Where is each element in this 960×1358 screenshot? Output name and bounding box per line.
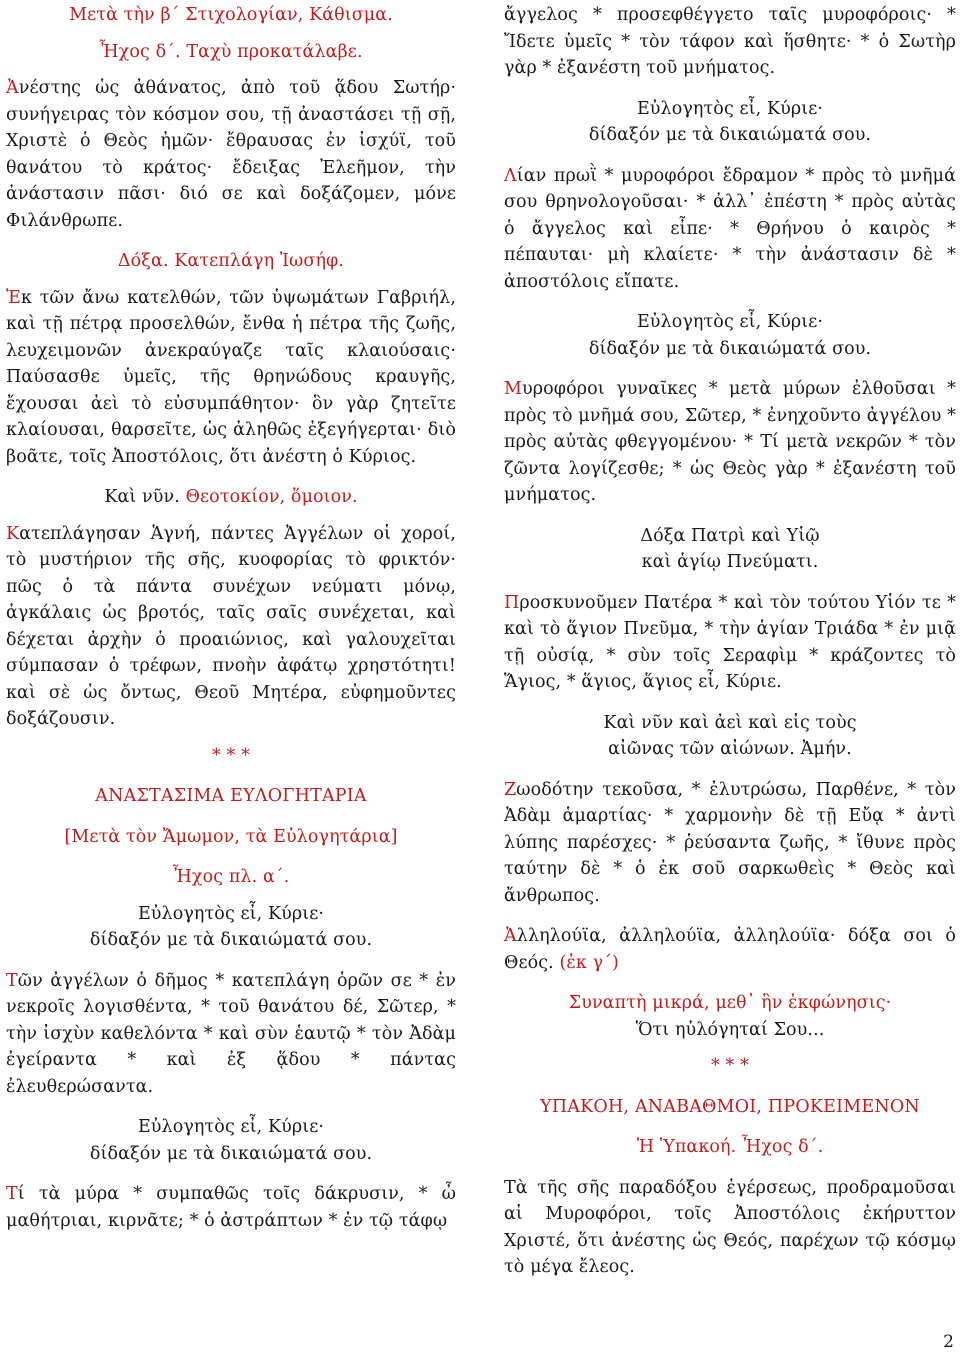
troparion-2 xyxy=(6,1181,456,1234)
section-title: ΑΝΑΣΤΑΣΙΜΑ ΕΥΛΟΓΗΤΑΡΙΑ xyxy=(95,786,367,806)
heading-tone: Ἦχος δ΄. Ταχὺ προκατάλαβε. xyxy=(99,41,363,62)
paragraph-text: ατεπλάγησαν Ἁγνή, πάντες Ἀγγέλων οἱ χοροί, τὸ μυστήριον τῆς σῆς, κυοφορίας τὸ φρικτόν· πῶς ὁ τὰ πάντα συνέχων νεύματι μόνῳ, ἀγκάλαις ὡς βροτός, ταῖς σαῖς συνέχεται, καὶ δέχεται ἀρχὴν ὁ προαιώνιος, καὶ γαλουχεῖται σύμπασαν ὁ τρέφων, πνοὴν ἀφάτῳ χρηστότητι! καὶ σὲ ὡς ὄντως, Θεοῦ Μητέρα, εὐφημοῦντες δοξάζουσιν. xyxy=(6,523,456,729)
heading-kathisma: Μετὰ τὴν β΄ Στιχολογίαν, Κάθισμα. xyxy=(69,5,393,25)
refrain-line-1: Εὐλογητὸς εἶ, Κύριε· xyxy=(636,312,824,332)
paragraph-text: κ τῶν ἄνω κατελθών, τῶν ὑψωμάτων Γαβριήλ, καὶ τῇ πέτρᾳ προσελθών, ἔνθα ἡ πέτρα τῆς ζωῆς, λευχειμονῶν ἀνεκραύγαζε ταῖς κλαιούσαις· Παύσασθε ὑμεῖς, τῆς θρηνώδους κραυγῆς, ἔχουσαι ἀεὶ τὸ εὐσυμπάθητον· ὃν γὰρ ζητεῖτε κλαίουσαι, θαρσεῖτε, ὡς ἀληθῶς ἐξεγήγερται· διὸ βοᾶτε, τοῖς Ἀποστόλοις, ὅτι ἀνέστη ὁ Κύριος. xyxy=(6,287,456,467)
paragraph-text: νέστης ὡς ἀθάνατος, ἀπὸ τοῦ ᾅδου Σωτήρ· συνήγειρας τὸν κόσμον σου, τῇ ἀναστάσει τῇ σῇ, Χριστὲ ὁ Θεὸς ἡμῶν· ἔθραυσας ἐν ἰσχύϊ, τοῦ θανάτου τὸ κράτος· ἔδειξας Ἐλεῆμον, τὴν ἀνάστασιν πᾶσι· διό σε καὶ δοξάζομεν, μόνε Φιλάνθρωπε. xyxy=(6,78,456,231)
troparion-3 xyxy=(504,163,956,296)
initial-letter: Μ xyxy=(504,379,523,399)
kai-nyn-line-2: αἰῶνας τῶν αἰώνων. Ἀμήν. xyxy=(608,739,852,759)
left-column xyxy=(6,0,456,1234)
heading-red-part: Θεοτοκίον, ὅμοιον. xyxy=(179,487,358,507)
troparion-2-continued: ἄγγελος * προσεφθέγγετο ταῖς μυροφόροις· * Ἴδετε ὑμεῖς * τὸν τάφον καὶ ἥσθητε· * ὁ Σωτὴρ γὰρ * ἐξανέστη τοῦ μνήματος. xyxy=(504,5,956,78)
heading-black-part: Καὶ νῦν. xyxy=(104,487,180,507)
paragraph-theotokion xyxy=(6,521,456,733)
page-number: 2 xyxy=(943,1332,954,1352)
initial-letter: Π xyxy=(504,592,520,613)
refrain-line-2: δίδαξόν με τὰ δικαιώματά σου. xyxy=(588,338,872,359)
refrain-line-1: Εὐλογητὸς εἶ, Κύριε· xyxy=(137,1117,325,1137)
paragraph-text: ωοδότην τεκοῦσα, * ἐλυτρώσω, Παρθένε, * τὸν Ἀδὰμ ἁμαρτίας· * χαρμονὴν δὲ τῇ Εὔᾳ * ἀντὶ λύπης παρέσχες· * ῥεύσαντα ζωῆς, * ἴθυνε πρὸς ταύτην δὲ * ὁ ἐκ σοῦ σαρκωθεὶς * Θεὸς καὶ ἄνθρωπος. xyxy=(504,779,956,906)
paragraph-text: λληλούϊα, ἀλληλούϊα, ἀλληλούϊα· δόξα σοι ὁ Θεός. xyxy=(504,926,956,973)
heading-tone-2: Ἦχος πλ. α΄. xyxy=(172,867,290,887)
refrain-line-2: δίδαξόν με τὰ δικαιώματά σου. xyxy=(89,930,373,950)
refrain-line-1: Εὐλογητὸς εἶ, Κύριε· xyxy=(137,903,325,924)
doxa-line-2: καὶ ἁγίῳ Πνεύματι. xyxy=(641,552,819,572)
initial-letter: Ἐ xyxy=(6,287,22,308)
paragraph-text: υροφόροι γυναῖκες * μετὰ μύρων ἐλθοῦσαι * πρὸς τὸ μνῆμά σου, Σῶτερ, * ἐνηχοῦντο ἀγγέλου * πρὸς αὐτὰς φθεγγομένου· * Τί μετὰ νεκρῶν * τὸν ζῶντα λογίζεσθε; * ὡς Θεὸς γὰρ * ἐξανέστη τοῦ μνήματος. xyxy=(504,379,956,505)
kai-nyn-line-1: Καὶ νῦν καὶ ἀεὶ καὶ εἰς τοὺς xyxy=(603,712,857,733)
troparion-1 xyxy=(6,968,456,1101)
hypakoe-heading: Ἡ Ὑπακοή. Ἦχος δ΄. xyxy=(636,1137,824,1157)
paragraph-text: ί τὰ μύρα * συμπαθῶς τοῖς δάκρυσιν, * ὦ μαθήτριαι, κιρνᾶτε; * ὁ ἀστράπτων * ἐν τῷ τάφῳ xyxy=(6,1184,456,1231)
section-title: ΥΠΑΚΟΗ, ΑΝΑΒΑΘΜΟΙ, ΠΡΟΚΕΙΜΕΝΟΝ xyxy=(540,1096,920,1117)
initial-letter: Κ xyxy=(6,523,20,544)
separator-stars: * * * xyxy=(711,1056,749,1076)
initial-letter: Τ xyxy=(6,1184,18,1204)
paragraph-doxa xyxy=(6,285,456,471)
paragraph-text: ίαν πρωῒ * μυροφόροι ἔδραμον * πρὸς τὸ μνῆμά σου θρηνολογοῦσαι· * ἀλλ᾽ ἐπέστη * πρὸς αὐτὰς ὁ ἄγγελος καὶ εἶπε· * Θρήνου ὁ καιρὸς * πέπαυται· μὴ κλαίετε· * τὴν ἀνάστασιν δὲ * ἀποστόλοις εἴπατε. xyxy=(504,165,956,292)
paragraph-text: ροσκυνοῦμεν Πατέρα * καὶ τὸν τούτου Υἱόν τε * καὶ τὸ ἅγιον Πνεῦμα, * τὴν ἁγίαν Τριάδα * ἐν μιᾷ τῇ οὐσίᾳ, * σὺν τοῖς Σεραφὶμ * κράζοντες τὸ Ἅγιος, * ἅγιος, ἅγιος εἶ, Κύριε. xyxy=(504,592,956,692)
initial-letter: Ζ xyxy=(504,779,517,800)
ekphonesis-line: Ὅτι ηὐλόγηταί Σου... xyxy=(635,1019,825,1040)
initial-letter: Λ xyxy=(504,165,517,186)
refrain-line-2: δίδαξόν με τὰ δικαιώματά σου. xyxy=(588,125,872,145)
troparion-4 xyxy=(504,376,956,509)
alleluia-line xyxy=(504,923,956,976)
repeat-note: (ἐκ γ΄) xyxy=(553,952,619,973)
heading-theotokion xyxy=(6,484,456,511)
heading-doxa: Δόξα. Κατεπλάγη Ἰωσήφ. xyxy=(117,251,345,271)
troparion-5 xyxy=(504,590,956,696)
separator-stars: * * * xyxy=(212,745,250,766)
refrain-line-1: Εὐλογητὸς εἶ, Κύριε· xyxy=(636,98,824,119)
paragraph-kathisma xyxy=(6,75,456,234)
refrain-line-2: δίδαξόν με τὰ δικαιώματά σου. xyxy=(89,1143,373,1164)
initial-letter: Ἀ xyxy=(504,926,517,946)
synapte-heading: Συναπτὴ μικρά, μεθ᾽ ἣν ἐκφώνησις· xyxy=(568,993,892,1013)
initial-letter: Ἀ xyxy=(6,78,19,98)
bracket-note: [Μετὰ τὸν Ἄμωμον, τὰ Εὐλογητάρια] xyxy=(64,826,398,847)
troparion-6 xyxy=(504,777,956,910)
right-column xyxy=(504,0,956,1281)
initial-letter: Τ xyxy=(6,970,18,991)
paragraph-text: ῶν ἀγγέλων ὁ δῆμος * κατεπλάγη ὁρῶν σε * ἐν νεκροῖς λογισθέντα, * τοῦ θανάτου δέ, Σῶτερ, * τὴν ἰσχὺν καθελόντα * καὶ σὺν ἑαυτῷ * τὸν Ἀδὰμ ἐγείραντα * καὶ ἐξ ᾅδου * πάντας ἐλευθερώσαντα. xyxy=(6,970,456,1097)
doxa-line-1: Δόξα Πατρὶ καὶ Υἱῷ xyxy=(640,525,820,546)
hypakoe-text: Τὰ τῆς σῆς παραδόξου ἐγέρσεως, προδραμοῦσαι αἱ Μυροφόροι, τοῖς Ἀποστόλοις ἐκήρυττον Χριστέ, ὅτι ἀνέστης ὡς Θεός, παρέχων τῷ κόσμῳ τὸ μέγα ἔλεος. xyxy=(504,1177,956,1277)
